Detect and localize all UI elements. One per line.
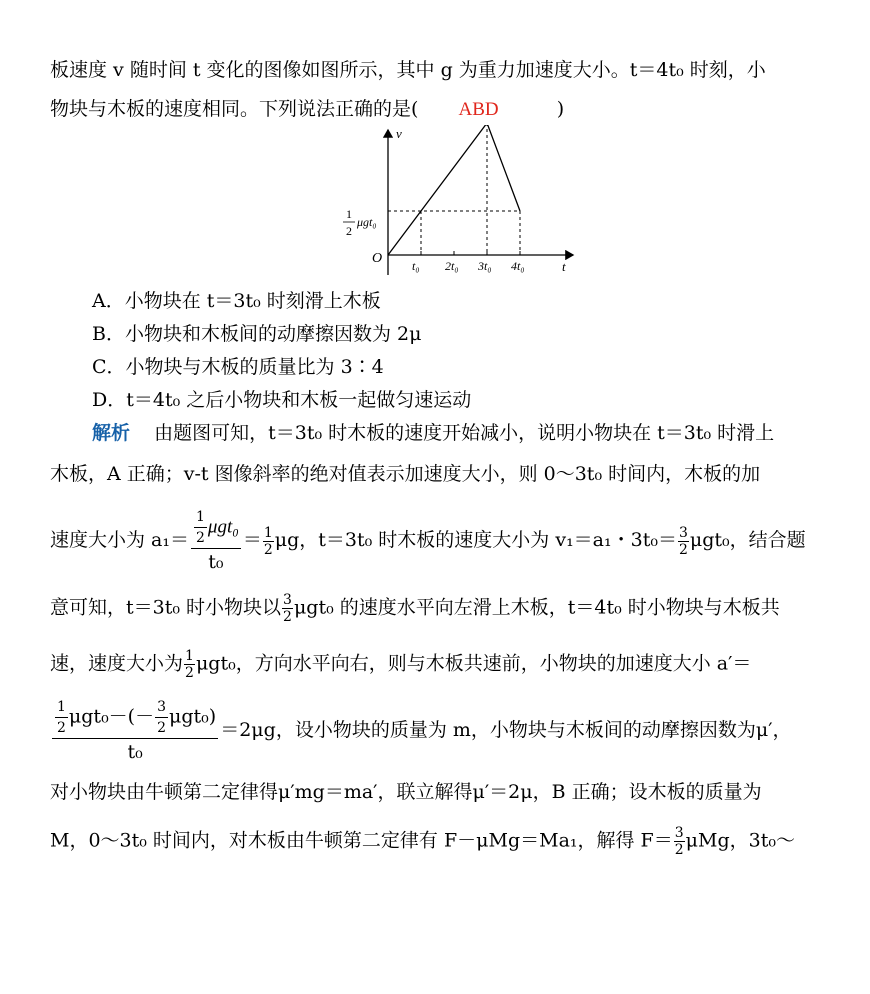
x-tick-label: 3t₀ <box>478 259 492 273</box>
analysis-line-4: 意可知，t＝3t₀ 时小物块以 $\frac{3}{2}$ μgt₀ 的速度水平向左滑上木板，t＝4t₀ 时小物块与木板共 <box>50 592 780 625</box>
analysis-line-2 <box>50 462 760 486</box>
analysis-line-5: 速，速度大小为 $\frac{1}{2}$ μgt₀，方向水平向右，则与木板共速前，小物块的加速度大小 a′＝ <box>50 648 752 681</box>
option-d-text: D．t＝4t₀ 之后小物块和木板一起做匀速运动 <box>92 389 472 411</box>
analysis-line-6: $\frac{1}{2}$ μgt₀－(－ $\frac{3}{2}$ μgt₀) t₀ ＝2μg，设小物块的质量为 m，小物块与木板间的动摩擦因数为μ′， <box>50 695 792 765</box>
fraction-three-halves-1: $\frac{3}{2}$ <box>678 524 688 558</box>
fraction-half-2: $\frac{1}{2}$ <box>185 648 194 681</box>
option-b-text: B．小物块和木板间的动摩擦因数为 2μ <box>92 323 422 345</box>
option-a <box>92 289 381 313</box>
analysis-label: 解析 <box>92 422 131 444</box>
question-text-1: 板速度 v 随时间 t 变化的图像如图所示，其中 g 为重力加速度大小。t＝4t₀ 时刻，小 <box>50 59 766 81</box>
option-c <box>92 355 384 379</box>
fraction-half-1: $\frac{1}{2}$ <box>263 524 273 558</box>
velocity-time-graph <box>330 125 580 285</box>
relative-acceleration-fraction: $\frac{1}{2}$ μgt₀－(－ $\frac{3}{2}$ μgt₀) t₀ <box>52 699 218 763</box>
question-line-2 <box>50 97 564 122</box>
acceleration-fraction: $\frac{1}{2}$ μgt₀ t₀ <box>191 509 241 573</box>
x-tick-label: t₀ <box>412 259 420 273</box>
option-b <box>92 322 421 346</box>
x-tick-label: 2t₀ <box>445 259 459 273</box>
fraction-three-halves-3: $\frac{3}{2}$ <box>674 825 684 858</box>
y-tick-den: 2 <box>346 224 352 238</box>
analysis-line-3: 速度大小为 a₁＝ $\frac{1}{2}$ μgt₀ t₀ ＝ $\frac{1}{2}$ μg，t＝3t₀ 时木板的速度大小为 v₁＝a₁・3t₀＝ $\frac{3}{2}$ μgt₀，结合题 <box>50 509 806 573</box>
y-tick-num: 1 <box>346 207 352 221</box>
question-line-1 <box>50 58 766 82</box>
origin-label: O <box>372 251 383 266</box>
v-axis-label: v <box>396 126 402 141</box>
option-d <box>92 388 471 412</box>
y-tick-tail: μgt₀ <box>357 215 377 229</box>
option-a-text: A．小物块在 t＝3t₀ 时刻滑上木板 <box>92 290 381 312</box>
series-line <box>388 125 520 255</box>
t-axis-label: t <box>562 259 566 274</box>
analysis-line-8: M，0～3t₀ 时间内，对木板由牛顿第二定律有 F－μMg＝Ma₁，解得 F＝ $\frac{3}{2}$ μMg，3t₀～ <box>50 825 795 858</box>
question-text-2: 物块与木板的速度相同。下列说法正确的是( <box>50 98 419 120</box>
x-tick-label: 4t₀ <box>511 259 525 273</box>
fraction-three-halves-2: $\frac{3}{2}$ <box>283 592 292 625</box>
analysis-line-7: 对小物块由牛顿第二定律得μ′mg＝ma′，联立解得μ′＝2μ，B 正确；设木板的质量为 <box>50 781 762 803</box>
answer-text: ABD <box>458 99 499 120</box>
option-c-text: C．小物块与木板的质量比为 3∶4 <box>92 356 384 378</box>
question-close-paren: ) <box>556 98 565 120</box>
analysis-text-1: 由题图可知，t＝3t₀ 时木板的速度开始减小，说明小物块在 t＝3t₀ 时滑上 <box>154 422 775 444</box>
analysis-text-2: 木板，A 正确；v-t 图像斜率的绝对值表示加速度大小，则 0～3t₀ 时间内，木板的加 <box>50 463 761 485</box>
analysis-text-3a: 速度大小为 a₁＝ <box>50 529 189 551</box>
analysis-line-1 <box>92 421 774 445</box>
